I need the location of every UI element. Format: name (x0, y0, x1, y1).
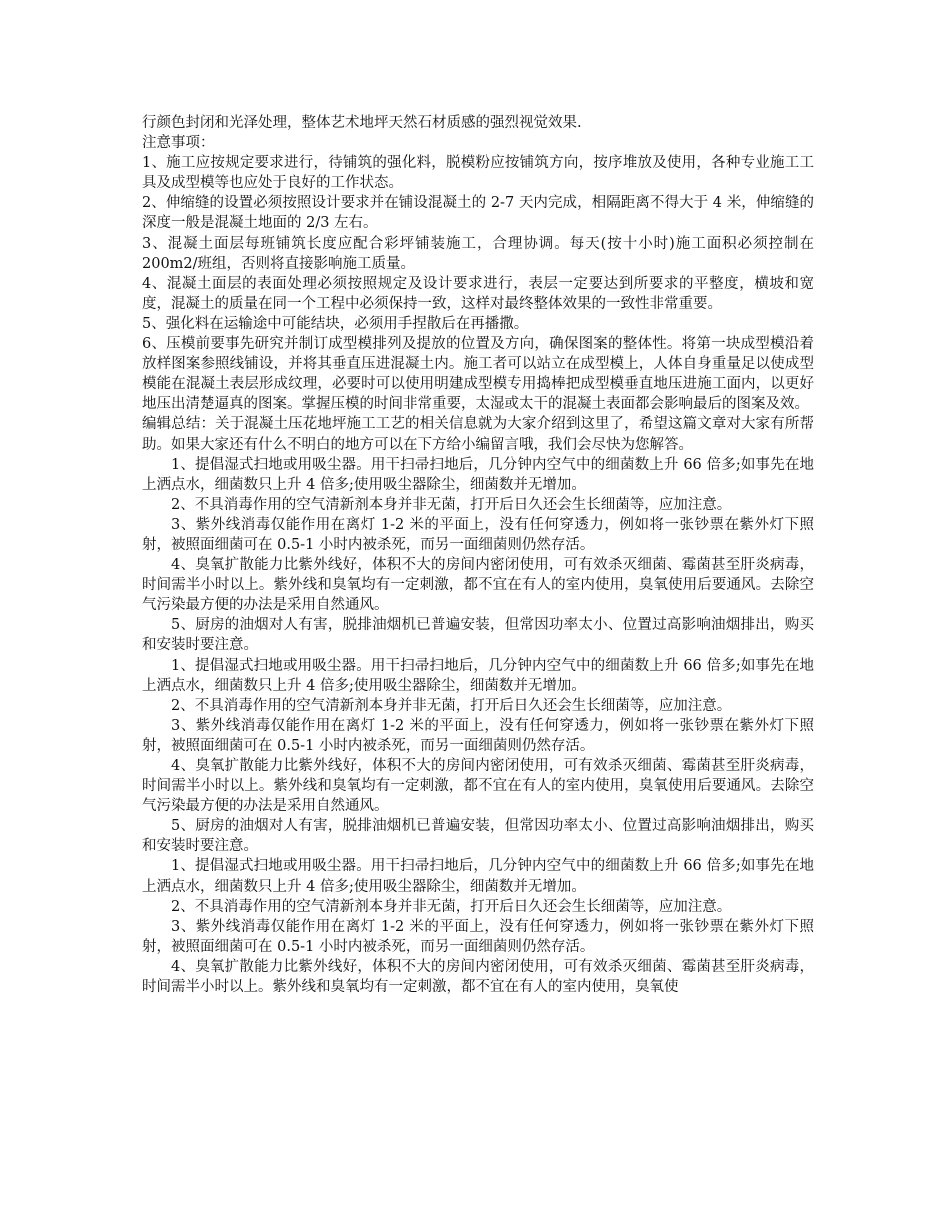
tip-1-block-1: 1、提倡湿式扫地或用吸尘器。用干扫帚扫地后，几分钟内空气中的细菌数上升 66 倍多;如事先在地上洒点水，细菌数只上升 4 倍多;使用吸尘器除尘，细菌数并无增加。 (142, 456, 814, 493)
note-item-4: 4、混凝土面层的表面处理必须按照规定及设计要求进行，表层一定要达到所要求的平整度，横坡和宽度，混凝土的质量在同一个工程中必须保持一致，这样对最终整体效果的一致性非常重要。 (142, 275, 814, 312)
tip-4-block-2: 4、臭氧扩散能力比紫外线好，体积不大的房间内密闭使用，可有效杀灭细菌、霉菌甚至肝炎病毒，时间需半小时以上。紫外线和臭氧均有一定刺激，都不宜在有人的室内使用，臭氧使用后要通风。去除空气污染最方便的办法是采用自然通风。 (142, 758, 814, 815)
tip-5-block-2: 5、厨房的油烟对人有害，脱排油烟机已普遍安装，但常因功率太小、位置过高影响油烟排出，购买和安装时要注意。 (142, 818, 814, 855)
tip-1-block-2: 1、提倡湿式扫地或用吸尘器。用干扫帚扫地后，几分钟内空气中的细菌数上升 66 倍多;如事先在地上洒点水，细菌数只上升 4 倍多;使用吸尘器除尘，细菌数并无增加。 (142, 657, 814, 694)
editor-summary: 编辑总结：关于混凝土压花地坪施工工艺的相关信息就为大家介绍到这里了，希望这篇文章对大家有所帮助。如果大家还有什么不明白的地方可以在下方给小编留言哦，我们会尽快为您解答。 (142, 416, 814, 453)
note-item-6: 6、压模前要事先研究并制订成型模排列及提放的位置及方向，确保图案的整体性。将第一块成型模沿着放样图案参照线铺设，并将其垂直压进混凝土内。施工者可以站立在成型模上，人体自身重量足以使成型模能在混凝土表层形成纹理，必要时可以使用明建成型模专用捣棒把成型模垂直地压进施工面内，以更好地压出清楚逼真的图案。掌握压模的时间非常重要，太湿或太干的混凝土表面都会影响最后的图案及效。 (142, 336, 814, 413)
document-page (142, 113, 814, 997)
note-item-5: 5、强化料在运输途中可能结块，必须用手捏散后在再播撒。 (142, 315, 529, 332)
note-item-3: 3、混凝土面层每班铺筑长度应配合彩坪铺装施工，合理协调。每天(按十小时)施工面积必须控制在 200m2/班组，否则将直接影响施工质量。 (142, 235, 814, 272)
note-item-1: 1、施工应按规定要求进行，待铺筑的强化料，脱模粉应按铺筑方向，按序堆放及使用，各种专业施工工具及成型模等也应处于良好的工作状态。 (142, 155, 814, 192)
tip-1-block-3: 1、提倡湿式扫地或用吸尘器。用干扫帚扫地后，几分钟内空气中的细菌数上升 66 倍多;如事先在地上洒点水，细菌数只上升 4 倍多;使用吸尘器除尘，细菌数并无增加。 (142, 858, 814, 895)
tip-4-block-3: 4、臭氧扩散能力比紫外线好，体积不大的房间内密闭使用，可有效杀灭细菌、霉菌甚至肝炎病毒，时间需半小时以上。紫外线和臭氧均有一定刺激，都不宜在有人的室内使用，臭氧使 (142, 958, 814, 996)
tip-2-block-3: 2、不具消毒作用的空气清新剂本身并非无菌，打开后日久还会生长细菌等，应加注意。 (171, 898, 732, 915)
tip-2-block-1: 2、不具消毒作用的空气清新剂本身并非无菌，打开后日久还会生长细菌等，应加注意。 (171, 496, 732, 513)
paragraph-intro-tail: 行颜色封闭和光泽处理，整体艺术地坪天然石材质感的强烈视觉效果. (142, 115, 582, 131)
tip-2-block-2: 2、不具消毒作用的空气清新剂本身并非无菌，打开后日久还会生长细菌等，应加注意。 (171, 697, 732, 714)
section-heading-notes: 注意事项： (142, 135, 215, 152)
tip-3-block-3: 3、紫外线消毒仅能作用在离灯 1-2 米的平面上，没有任何穿透力，例如将一张钞票在紫外灯下照射，被照面细菌可在 0.5-1 小时内被杀死，而另一面细菌则仍然存活。 (142, 918, 814, 955)
tip-4-block-1: 4、臭氧扩散能力比紫外线好，体积不大的房间内密闭使用，可有效杀灭细菌、霉菌甚至肝炎病毒，时间需半小时以上。紫外线和臭氧均有一定刺激，都不宜在有人的室内使用，臭氧使用后要通风。去除空气污染最方便的办法是采用自然通风。 (142, 557, 814, 614)
tip-5-block-1: 5、厨房的油烟对人有害，脱排油烟机已普遍安装，但常因功率太小、位置过高影响油烟排出，购买和安装时要注意。 (142, 617, 814, 654)
note-item-2: 2、伸缩缝的设置必须按照设计要求并在铺设混凝土的 2-7 天内完成，相隔距离不得大于 4 米，伸缩缝的深度一般是混凝土地面的 2/3 左右。 (142, 195, 814, 232)
tip-3-block-1: 3、紫外线消毒仅能作用在离灯 1-2 米的平面上，没有任何穿透力，例如将一张钞票在紫外灯下照射，被照面细菌可在 0.5-1 小时内被杀死，而另一面细菌则仍然存活。 (142, 516, 814, 553)
tip-3-block-2: 3、紫外线消毒仅能作用在离灯 1-2 米的平面上，没有任何穿透力，例如将一张钞票在紫外灯下照射，被照面细菌可在 0.5-1 小时内被杀死，而另一面细菌则仍然存活。 (142, 717, 814, 754)
